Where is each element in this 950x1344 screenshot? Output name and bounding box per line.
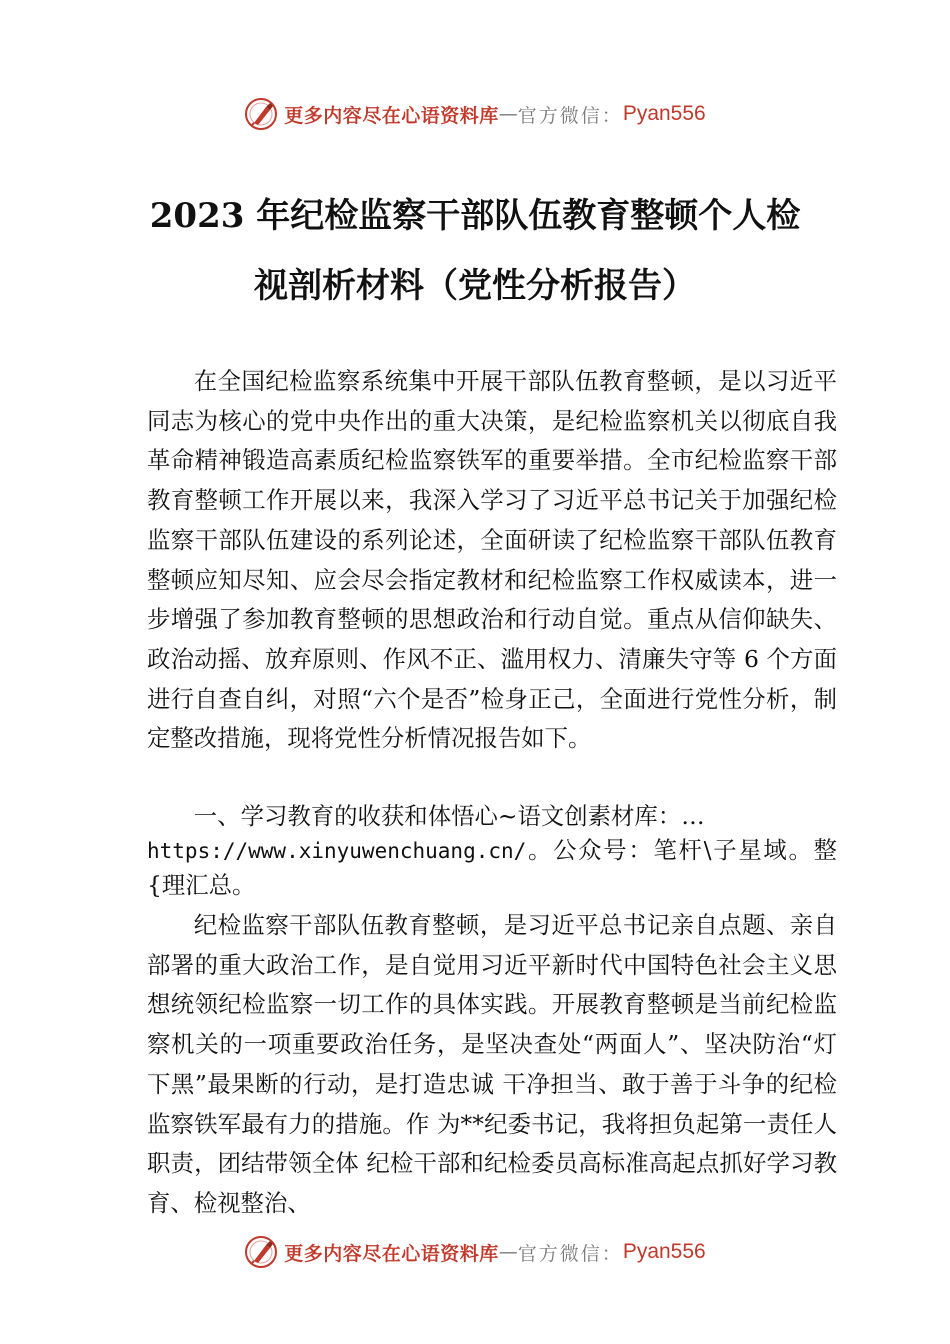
header-watermark [0,94,950,134]
watermark-wechat-id: Pyan556 [622,1240,706,1263]
body-paragraph-2: 纪检监察干部队伍教育整顿，是习近平总书记亲自点题、亲自部署的重大政治工作，是自觉用习近平新时代中国特色社会主义思想统领纪检监察一切工作的具体实践。开展教育整顿是当前纪检监察机关的一项重要政治任务，是坚决查处“两面人”、坚决防治“灯下黑”最果断的行动，是打造忠诚 干净担当、敢于善于斗争的纪检监察铁军最有力的措施。作 为**纪委书记，我将担负起第一责任人职责，团结带领全体 纪检干部和纪检委员高标准高起点抓好学习教育、检视整治、 [147,911,837,1217]
body-paragraph-1: 在全国纪检监察系统集中开展干部队伍教育整顿，是以习近平同志为核心的党中央作出的重大决策，是纪检监察机关以彻底自我革命精神锻造高素质纪检监察铁军的重要举措。全市纪检监察干部教育整顿工作开展以来，我深入学习了习近平总书记关于加强纪检监察干部队伍建设的系列论述，全面研读了纪检监察干部队伍教育整顿应知尽知、应会尽会指定教材和纪检监察工作权威读本，进一步增强了参加教育整顿的思想政治和行动自觉。重点从信仰缺失、政治动摇、放弃原则、作风不正、滥用权力、清廉失守等 6 个方面进行自查自纠，对照“六个是否”检身正己，全面进行党性分析，制定整改措施，现将党性分析情况报告如下。 [147,367,837,753]
watermark-separator: — [498,103,518,125]
section-heading [147,799,837,902]
pen-nib-logo-icon [244,1235,278,1269]
watermark-wechat-label: 官方微信： [517,1242,623,1265]
source-url: https://www.xinyuwenchuang.cn/ [147,839,527,863]
section-heading-tail: 。公众号：笔杆\子星域。整{理汇总。 [147,836,837,899]
footer-watermark [0,1232,950,1272]
watermark-brand: 更多内容尽在心语资料库 [284,1242,499,1265]
document-title-line-2: 视剖析材料（党性分析报告） [254,266,696,306]
watermark-wechat-label: 官方微信： [517,104,623,127]
pen-nib-logo-icon [244,97,278,131]
document-title-line-1: 2023 年纪检监察干部队伍教育整顿个人检 [149,196,801,236]
section-heading-text: 一、学习教育的收获和体悟心~语文创素材库：… [193,802,705,830]
watermark-brand: 更多内容尽在心语资料库 [284,104,499,127]
watermark-wechat-id: Pyan556 [622,102,706,125]
watermark-separator: — [498,1241,518,1263]
